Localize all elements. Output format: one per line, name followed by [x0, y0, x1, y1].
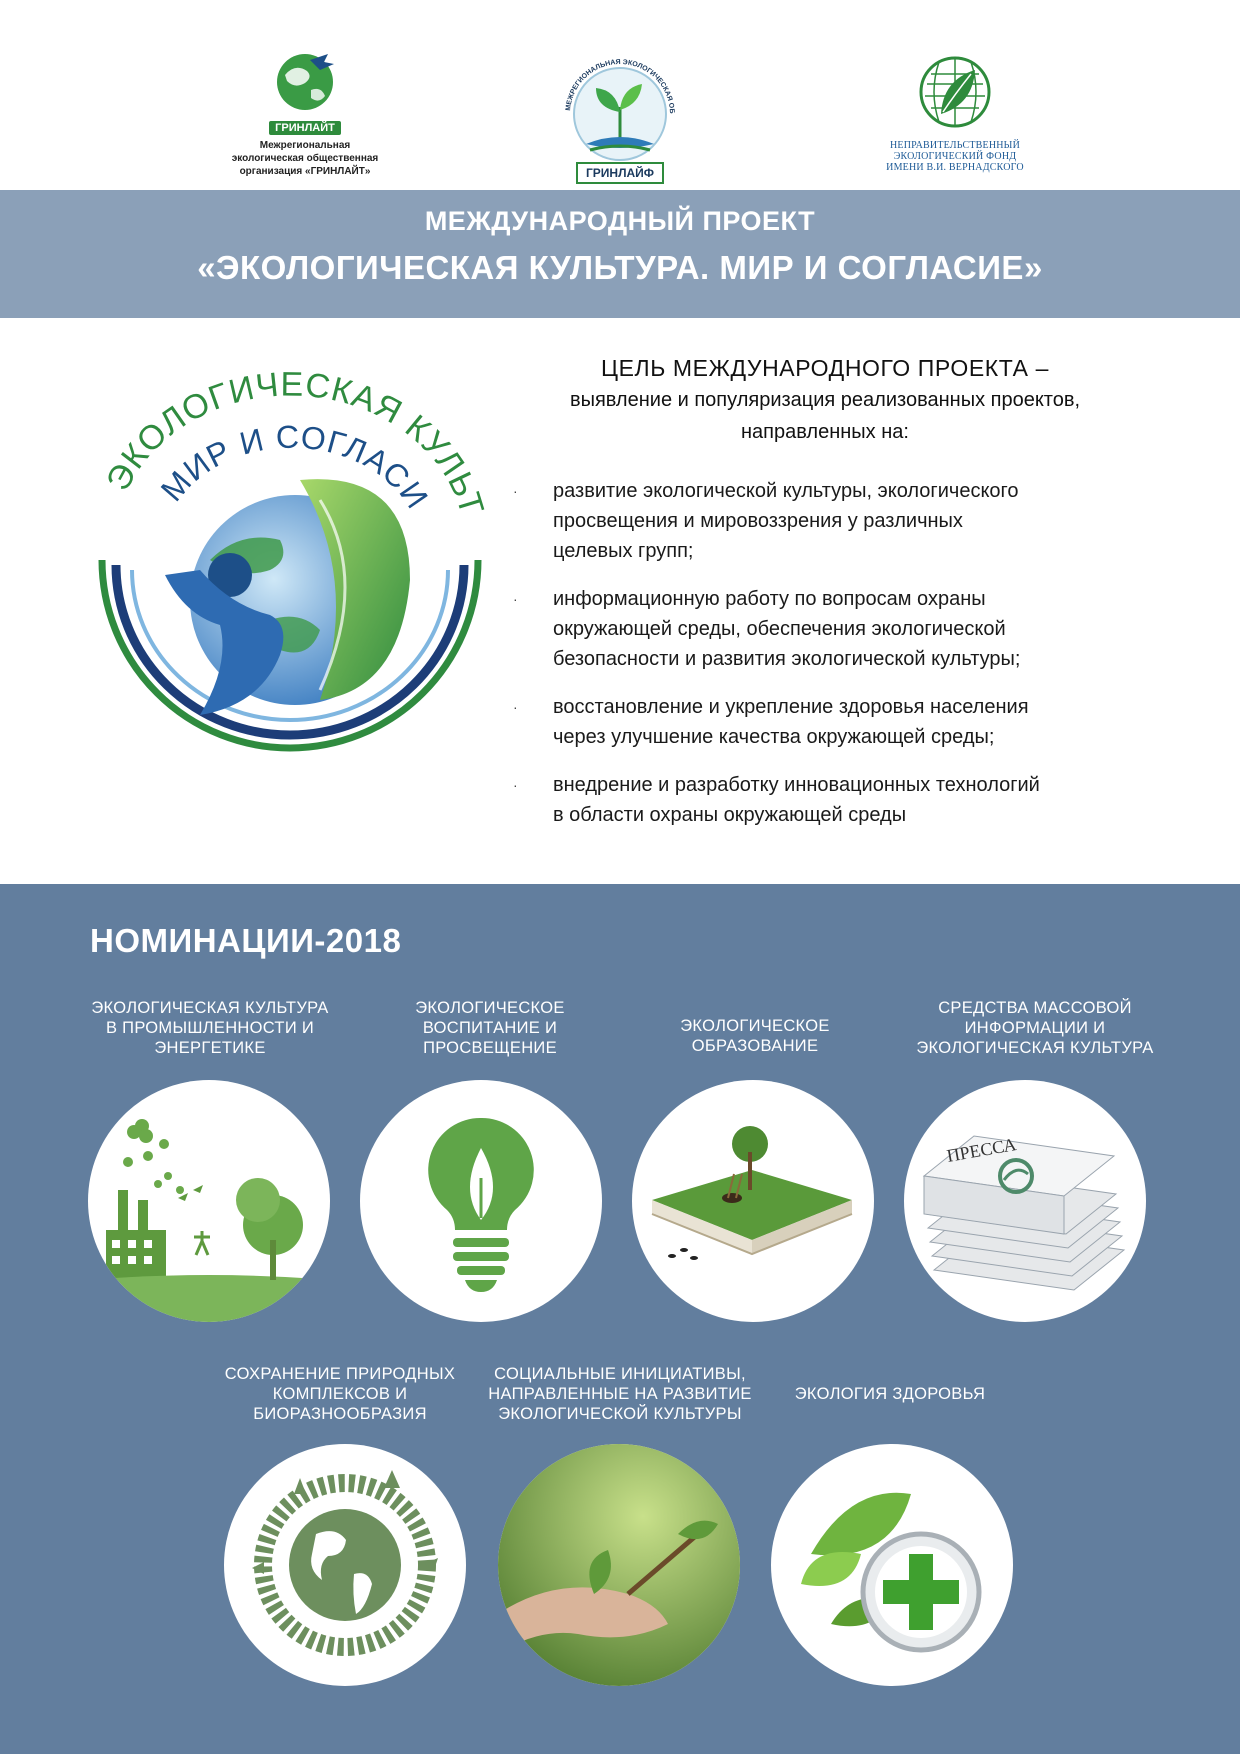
nomination-label-social: СОЦИАЛЬНЫЕ ИНИЦИАТИВЫ, НАПРАВЛЕННЫЕ НА РАЗВИТИЕ ЭКОЛОГИЧЕСКОЙ КУЛЬТУРЫ — [488, 1365, 752, 1423]
greenlight-caption-line3: организация «ГРИНЛАЙТ» — [239, 166, 371, 177]
bullet-icon: · — [513, 699, 518, 715]
project-title-band — [0, 190, 1240, 318]
nomination-label-industry: ЭКОЛОГИЧЕСКАЯ КУЛЬТУРА В ПРОМЫШЛЕННОСТИ И ЭНЕРГЕТИКЕ — [91, 999, 329, 1057]
newspaper-stack-icon — [904, 1080, 1146, 1322]
vernadsky-caption-line2: ЭКОЛОГИЧЕСКИЙ ФОНД — [893, 151, 1017, 162]
greenlife-badge: ГРИНЛАЙФ — [576, 162, 664, 184]
goal-item-2 — [505, 584, 1145, 674]
vernadsky-caption-line3: ИМЕНИ В.И. ВЕРНАДСКОГО — [886, 162, 1024, 173]
goal-item-3 — [505, 692, 1145, 752]
goal-item-2-line3: безопасности и развития экологической культуры; — [553, 648, 1021, 670]
goal-item-1 — [505, 476, 1145, 566]
goal-subheading-line1: выявление и популяризация реализованных проектов, — [569, 389, 1081, 411]
nomination-image-education — [632, 1080, 874, 1322]
nomination-image-biodiversity — [224, 1444, 466, 1686]
partner-logos-row — [0, 0, 1240, 190]
nominations-section — [0, 884, 1240, 1754]
goal-item-2-line1: информационную работу по вопросам охраны — [553, 588, 986, 610]
bullet-icon: · — [513, 591, 518, 607]
nomination-image-industry — [88, 1080, 330, 1322]
bullet-icon: · — [513, 777, 518, 793]
bullet-icon: · — [513, 483, 518, 499]
goal-item-4-line2: в области охраны окружающей среды — [553, 804, 907, 826]
greenlight-caption-line1: Межрегиональная — [259, 140, 351, 151]
press-word: ПРЕССА — [945, 1134, 1018, 1166]
project-goal-block — [505, 355, 1145, 848]
project-title-line1: МЕЖДУНАРОДНЫЙ ПРОЕКТ — [424, 206, 816, 236]
nomination-label-health: ЭКОЛОГИЯ ЗДОРОВЬЯ — [794, 1385, 986, 1403]
nomination-label-upbringing: ЭКОЛОГИЧЕСКОЕ ВОСПИТАНИЕ И ПРОСВЕЩЕНИЕ — [415, 999, 565, 1057]
greenlight-badge: ГРИНЛАЙТ — [269, 121, 341, 135]
project-emblem — [80, 360, 500, 760]
goal-subheading-line2: направленных на: — [741, 421, 909, 443]
goal-list — [505, 476, 1145, 830]
goal-item-1-line3: целевых групп; — [553, 540, 694, 562]
greenlight-caption-line2: экологическая общественная — [231, 153, 379, 164]
greenlife-logo — [540, 52, 700, 184]
greenlife-ring-text: МЕЖРЕГИОНАЛЬНАЯ ЭКОЛОГИЧЕСКАЯ ОБ — [565, 58, 676, 114]
goal-item-1-line1: развитие экологической культуры, экологического — [553, 480, 1019, 502]
goal-item-4 — [505, 770, 1145, 830]
nominations-title: НОМИНАЦИИ-2018 — [90, 922, 402, 959]
greenlight-globe-icon — [265, 50, 345, 112]
goal-item-4-line1: внедрение и разработку инновационных технологий — [553, 774, 1040, 796]
leaves-medical-cross-icon — [771, 1444, 1013, 1686]
hand-branch-icon — [498, 1444, 740, 1686]
nomination-image-health — [771, 1444, 1013, 1686]
emblem-arc-text-top: ЭКОЛОГИЧЕСКАЯ КУЛЬТ — [99, 365, 492, 521]
emblem-globe-figure-icon — [80, 360, 500, 760]
goal-item-3-line2: через улучшение качества окружающей среды; — [553, 726, 995, 748]
greenlight-logo — [210, 50, 400, 178]
nomination-label-biodiversity: СОХРАНЕНИЕ ПРИРОДНЫХ КОМПЛЕКСОВ И БИОРАЗНООБРАЗИЯ — [224, 1365, 456, 1423]
vernadsky-caption-line1: НЕПРАВИТЕЛЬСТВЕННЫЙ — [889, 140, 1021, 151]
nomination-image-media — [904, 1080, 1146, 1322]
project-title-line2: «ЭКОЛОГИЧЕСКАЯ КУЛЬТУРА. МИР И СОГЛАСИЕ» — [197, 249, 1043, 286]
lightbulb-leaf-icon — [360, 1080, 602, 1322]
factory-clover-icon — [88, 1080, 330, 1322]
goal-item-1-line2: просвещения и мировоззрения у различных — [553, 510, 963, 532]
greenlife-sprout-icon — [550, 52, 690, 172]
goal-heading: ЦЕЛЬ МЕЖДУНАРОДНОГО ПРОЕКТА – — [600, 355, 1049, 381]
nomination-image-social — [498, 1444, 740, 1686]
vernadsky-fund-logo — [880, 54, 1030, 173]
goal-item-3-line1: восстановление и укрепление здоровья населения — [553, 696, 1029, 718]
goal-item-2-line2: окружающей среды, обеспечения экологической — [553, 618, 1006, 640]
open-book-grass-icon — [632, 1080, 874, 1322]
emblem-arc-text-inner: МИР И СОГЛАСИ — [153, 418, 436, 516]
nomination-label-media: СРЕДСТВА МАССОВОЙ ИНФОРМАЦИИ И ЭКОЛОГИЧЕСКАЯ КУЛЬТУРА — [916, 999, 1154, 1057]
nomination-label-education: ЭКОЛОГИЧЕСКОЕ ОБРАЗОВАНИЕ — [680, 1017, 830, 1055]
nomination-image-upbringing — [360, 1080, 602, 1322]
globe-nature-ring-icon — [224, 1444, 466, 1686]
vernadsky-globe-leaf-icon — [917, 54, 993, 130]
